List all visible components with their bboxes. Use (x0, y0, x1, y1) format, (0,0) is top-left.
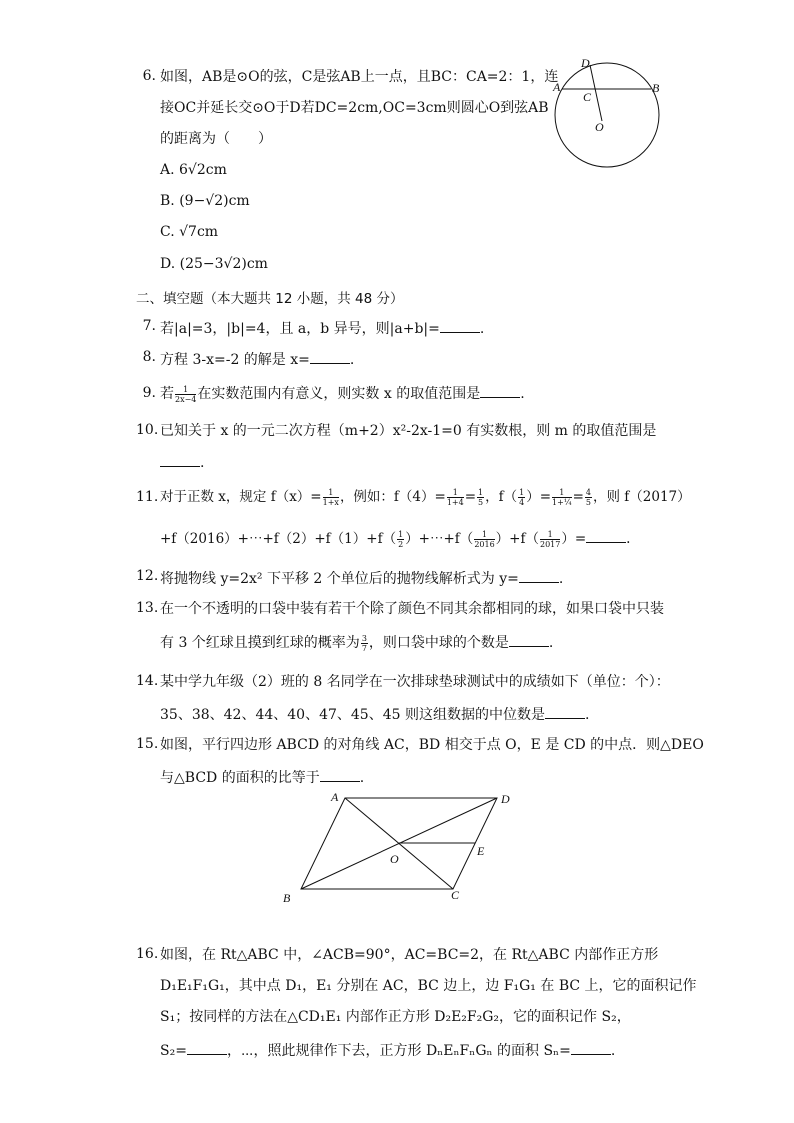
answer-blank-sn (571, 1040, 611, 1055)
q11-number: 11. (136, 489, 159, 505)
q6-option-d: D. (25−3√2)cm (160, 256, 268, 272)
q14-line1: 某中学九年级（2）班的 8 名同学在一次排球垫球测试中的成绩如下（单位：个）： (160, 674, 670, 690)
q9-fraction: $\frac{1}{2x-4}$ (175, 384, 197, 404)
answer-blank (310, 349, 350, 364)
q13-number: 13. (136, 600, 159, 616)
q9-number: 9. (142, 385, 156, 401)
label-b: B (652, 81, 660, 95)
label-b: B (283, 891, 291, 905)
q15-line1: 如图，平行四边形 ABCD 的对角线 AC，BD 相交于点 O，E 是 CD 的中点．则△DEO (160, 737, 704, 753)
q8-number: 8. (142, 349, 156, 365)
q6-option-a: A. 6√2cm (160, 162, 227, 178)
q16-line1: 如图，在 Rt△ABC 中，∠ACB=90°，AC=BC=2，在 Rt△ABC 内部作正方形 (160, 947, 659, 963)
q15-parallelogram-figure (275, 785, 525, 910)
q6-line1: 如图，AB是⊙O的弦，C是弦AB上一点，且BC：CA=2：1，连 (160, 69, 559, 85)
answer-blank (545, 704, 585, 719)
q6-line3: 的距离为（ ） (160, 131, 272, 147)
label-d: D (581, 56, 590, 70)
section-heading: 二、填空题（本大题共 12 小题，共 48 分） (136, 291, 404, 307)
q16-number: 16. (136, 946, 159, 962)
q6-number: 6. (142, 68, 156, 84)
label-a: A (553, 80, 561, 94)
q13-line2: 有 3 个红球且摸到红球的概率为 $\frac{3}{7}$ ，则口袋中球的个数是 . (160, 633, 554, 653)
answer-blank (519, 568, 559, 583)
label-o: O (390, 852, 399, 866)
answer-blank (480, 383, 520, 398)
answer-blank-s2 (187, 1040, 227, 1055)
q10-line2: . (160, 452, 204, 472)
label-c: C (583, 90, 592, 104)
q11-line1: 对于正数 x，规定 f（x）= $\frac{1}{1+x}$ ，例如：f（4）= $\frac{1}{1+4}$ = $\frac{1}{5}$ ，f（ $\frac{1}{4}$ ）= $\frac{1}{\text{1+¼}}$ = $\frac{4}{5}$ ，则 f（2017） (160, 488, 691, 507)
q13-line1: 在一个不透明的口袋中装有若干个除了颜色不同其余都相同的球，如果口袋中只装 (160, 601, 664, 617)
q6-option-c: C. √7cm (160, 224, 219, 240)
q9-text: 若 $\frac{1}{2x-4}$ 在实数范围内有意义，则实数 x 的取值范围是 . (160, 384, 525, 404)
q14-line2: 35、38、42、44、40、47、45、45 则这组数据的中位数是 . (160, 704, 589, 724)
label-e: E (477, 844, 485, 858)
answer-blank (160, 452, 200, 467)
q10-line1: 已知关于 x 的一元二次方程（m+2）x²-2x-1=0 有实数根，则 m 的取值范围是 (160, 423, 657, 439)
label-d: D (501, 792, 510, 806)
answer-blank (440, 318, 480, 333)
label-c: C (451, 888, 460, 902)
circle-o (555, 63, 659, 167)
q16-line4: S₂= ，⋯，照此规律作下去，正方形 DₙEₙFₙGₙ 的面积 Sₙ= . (160, 1040, 615, 1060)
answer-blank (509, 632, 549, 647)
q7-text: 若|a|=3，|b|=4，且 a，b 异号，则|a+b|= . (160, 318, 484, 338)
q6-line2: 接OC并延长交⊙O于D若DC=2cm,OC=3cm则圆心O到弦AB (160, 100, 549, 116)
q15-line2: 与△BCD 的面积的比等于 . (160, 767, 364, 787)
q7-number: 7. (142, 318, 156, 334)
q14-number: 14. (136, 673, 159, 689)
label-o: O (595, 120, 604, 134)
label-a: A (331, 790, 339, 804)
q15-number: 15. (136, 736, 159, 752)
q10-number: 10. (136, 422, 159, 438)
answer-blank (320, 767, 360, 782)
q12-text: 将抛物线 y=2x² 下平移 2 个单位后的抛物线解析式为 y= . (160, 568, 563, 588)
answer-blank (586, 528, 626, 543)
q16-line2: D₁E₁F₁G₁，其中点 D₁，E₁ 分别在 AC，BC 边上，边 F₁G₁ 在 BC 上，它的面积记作 (160, 978, 697, 994)
q6-circle-figure (550, 55, 675, 175)
q8-text: 方程 3-x=-2 的解是 x= . (160, 349, 354, 369)
q12-number: 12. (136, 568, 159, 584)
q11-line2: +f（2016）+⋯+f（2）+f（1）+f（ $\frac{1}{2}$ ）+⋯+f（ $\frac{1}{2016}$ ）+f（ $\frac{1}{2017}$ ）= . (160, 530, 631, 549)
q16-line3: S₁；按同样的方法在△CD₁E₁ 内部作正方形 D₂E₂F₂G₂，它的面积记作 S₂， (160, 1009, 631, 1025)
segment-od (590, 65, 602, 121)
q6-option-b: B. (9−√2)cm (160, 193, 250, 209)
